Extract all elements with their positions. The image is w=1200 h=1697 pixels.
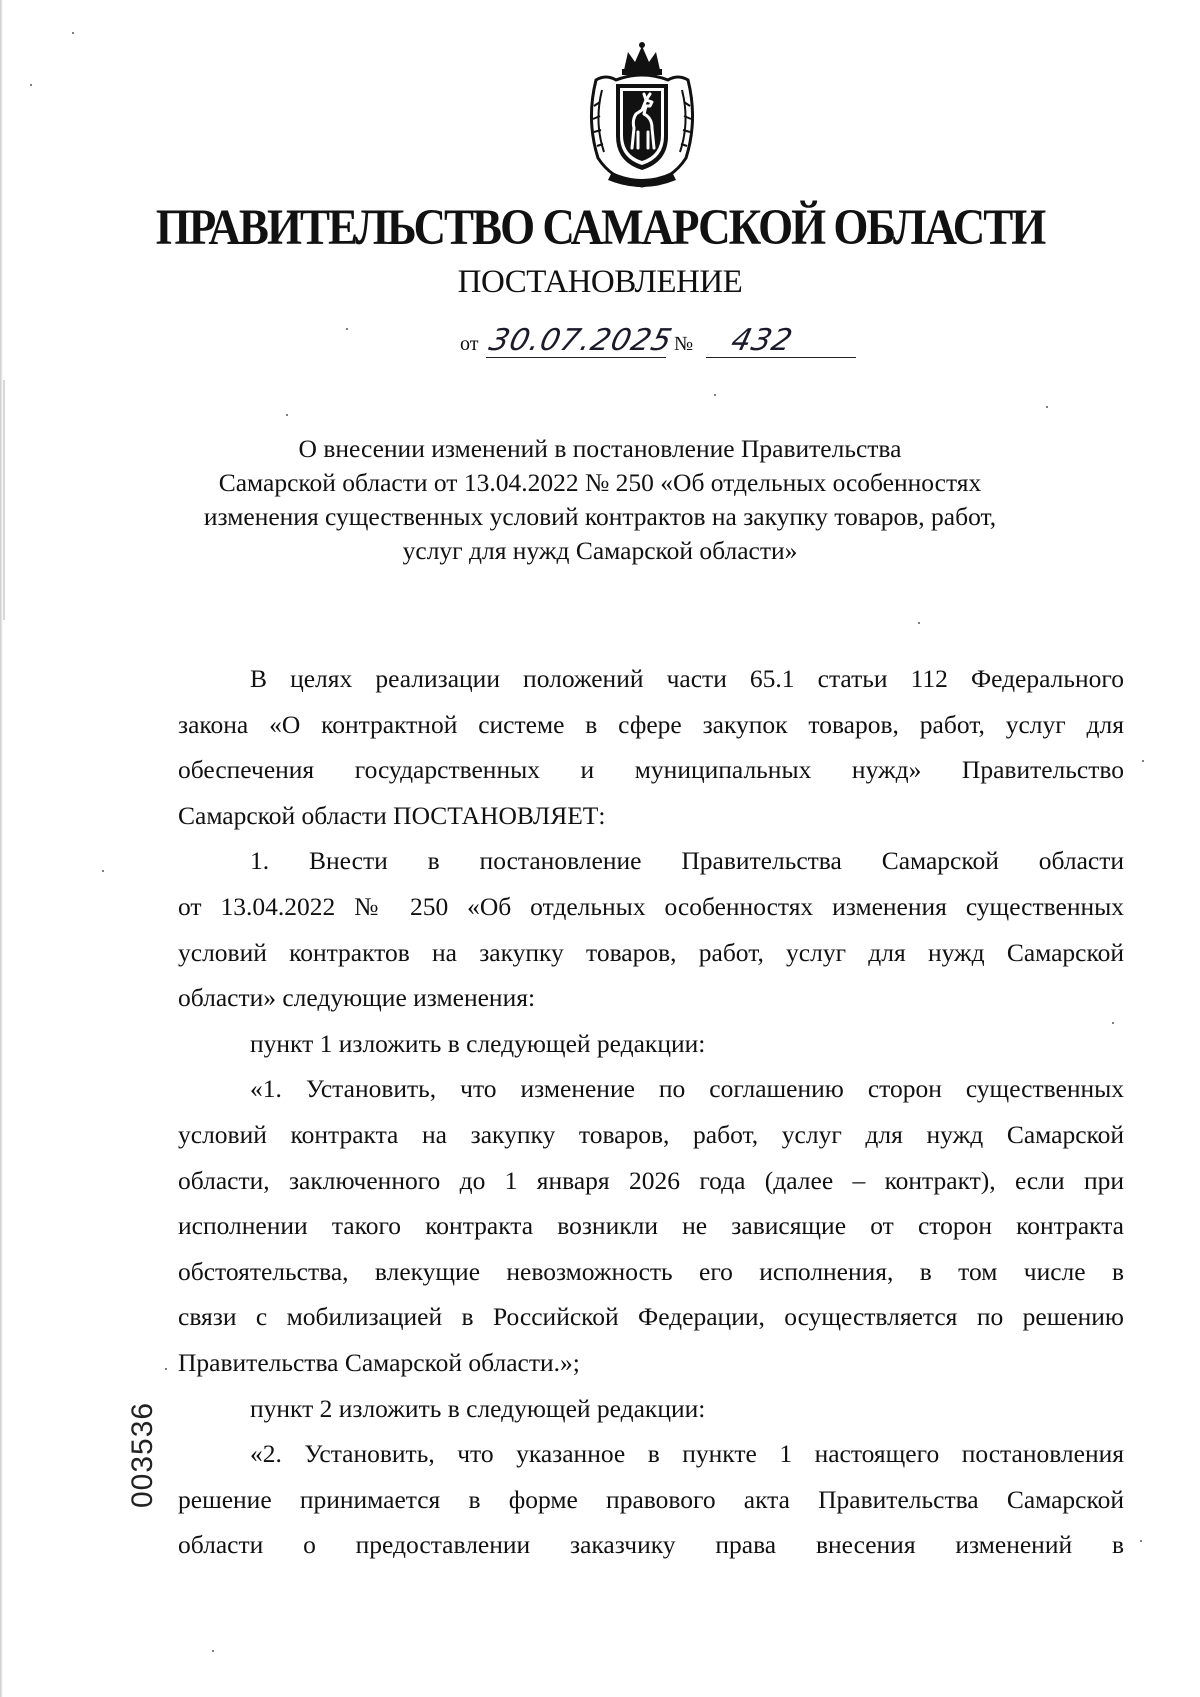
body-line: области о предоставлении заказчику права внесения изменений в (178, 1530, 1124, 1560)
body-line: области, заключенного до 1 января 2026 года (далее – контракт), если при (178, 1165, 1124, 1195)
scan-speck (102, 870, 104, 872)
date-prefix: от (460, 333, 479, 355)
body-line: Самарской области ПОСТАНОВЛЯЕТ: (178, 800, 606, 830)
title-line: О внесении изменений в постановление Правительства (298, 434, 902, 463)
body-line: закона «О контрактной системе в сфере закупок товаров, работ, услуг для (178, 709, 1124, 739)
body-line: обеспечения государственных и муниципальных нужд» Правительство (178, 755, 1124, 785)
scan-speck (1142, 760, 1144, 762)
date-handwritten: 30.07.2025 (485, 323, 677, 358)
number-handwritten: 432 (727, 323, 797, 358)
coat-of-arms-emblem (582, 40, 702, 190)
body-line: «1. Установить, что изменение по соглашению сторон существенных (250, 1074, 1124, 1104)
body-line: области» следующие изменения: (178, 983, 536, 1013)
scan-speck (918, 622, 920, 624)
scan-speck (1112, 1022, 1114, 1024)
registration-number: 003536 (126, 1401, 159, 1508)
title-line: изменения существенных условий контрактов на закупку товаров, работ, (203, 502, 997, 531)
scan-speck (30, 84, 32, 86)
scan-speck (286, 414, 288, 416)
body-line: условий контракта на закупку товаров, работ, услуг для нужд Самарской (178, 1119, 1124, 1149)
scan-speck (714, 394, 716, 396)
scan-speck (165, 1368, 167, 1370)
scan-speck (1140, 1540, 1142, 1542)
title-line: Самарской области от 13.04.2022 № 250 «Об отдельных особенностях (218, 468, 982, 497)
body-line: исполнении такого контракта возникли не зависящие от сторон контракта (178, 1211, 1124, 1241)
scan-speck (72, 32, 74, 34)
date-number-line (460, 320, 860, 364)
scan-speck (346, 328, 348, 330)
document-body (178, 656, 1124, 1568)
title-line: услуг для нужд Самарской области» (402, 536, 798, 565)
body-line: 1. Внести в постановление Правительства Самарской области (250, 846, 1124, 876)
organization-title: ПРАВИТЕЛЬСТВО САМАРСКОЙ ОБЛАСТИ (155, 199, 1045, 256)
body-line: от 13.04.2022 № 250 «Об отдельных особенностях изменения существенных (178, 891, 1124, 921)
body-line: В целях реализации положений части 65.1 статьи 112 Федерального (250, 664, 1124, 693)
scan-speck (1046, 406, 1048, 408)
scan-artifact-line (3, 380, 5, 620)
body-line: связи с мобилизацией в Российской Федерации, осуществляется по решению (178, 1302, 1124, 1332)
scan-speck (212, 1650, 214, 1652)
body-line: пункт 2 изложить в следующей редакции: (250, 1393, 706, 1423)
body-line: обстоятельства, влекущие невозможность его исполнения, в том числе в (178, 1256, 1124, 1286)
body-line: «2. Установить, что указанное в пункте 1 настоящего постановления (250, 1439, 1124, 1469)
number-prefix: № (674, 333, 694, 355)
body-line: решение принимается в форме правового акта Правительства Самарской (178, 1484, 1124, 1514)
document-type: ПОСТАНОВЛЕНИЕ (457, 264, 743, 300)
body-line: Правительства Самарской области.»; (178, 1347, 580, 1377)
body-line: пункт 1 изложить в следующей редакции: (250, 1028, 706, 1058)
document-title (140, 432, 1060, 568)
body-line: условий контрактов на закупку товаров, работ, услуг для нужд Самарской (178, 937, 1124, 967)
